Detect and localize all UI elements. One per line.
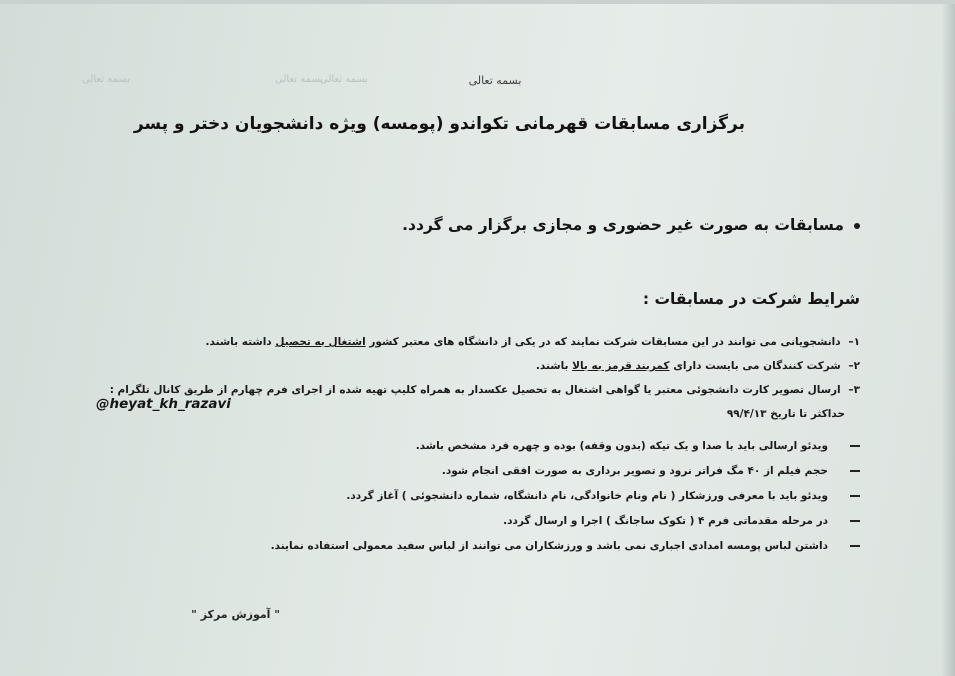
item-text: دانشجویانی می توانند در این مسابقات شرکت نمایند که در یکی از دانشگاه های معتبر کشور [369, 336, 841, 348]
condition-item-2 [536, 360, 860, 372]
bullet-text: مسابقات به صورت غیر حضوری و مجازی برگزار می گردد. [402, 216, 844, 234]
item-underlined-text: اشتغال به تحصیل [275, 336, 366, 348]
condition-item-1 [206, 336, 860, 348]
footer-signature: " آموزش مرکز " [191, 608, 280, 621]
dash-icon [850, 545, 860, 547]
item-number: ۲– [848, 360, 860, 372]
list-item [503, 515, 860, 527]
item-text: ارسال تصویر کارت دانشجوئی معتبر یا گواهی اشتغال به تحصیل عکسدار به همراه کلیپ تهیه شده از اجرای فرم چهارم از طریق کانال تلگرام : [109, 384, 841, 396]
list-item [442, 465, 860, 477]
ghost-header-text: بسمه تعالی [275, 74, 324, 85]
list-item [346, 490, 860, 502]
deadline-line: حداکثر تا تاریخ ۹۹/۴/۱۳ [726, 408, 845, 420]
list-item-text: ویدئو ارسالی باید با صدا و یک تیکه (بدون وقفه) بوده و چهره فرد مشخص باشد. [415, 440, 828, 452]
ghost-header-text: بسمه تعالی [320, 74, 369, 85]
document-page [0, 4, 955, 676]
item-number: ۳– [848, 384, 860, 396]
condition-item-3 [110, 384, 860, 396]
dash-icon [850, 445, 860, 447]
item-text-end: باشند. [535, 360, 569, 372]
list-item-text: در مرحله مقدماتی فرم ۴ ( تکوک ساجانگ ) اجرا و ارسال گردد. [503, 515, 828, 527]
section-title: شرایط شرکت در مسابقات : [642, 290, 860, 308]
bullet-line [402, 216, 860, 234]
item-text: شرکت کنندگان می بایست دارای [673, 360, 841, 372]
item-text-end: داشته باشند. [205, 336, 272, 348]
item-number: ۱– [848, 336, 860, 348]
list-item-text: ویدئو باید با معرفی ورزشکار ( نام ونام خانوادگی، نام دانشگاه، شماره دانشجوئی ) آغاز گردد. [346, 490, 828, 502]
dash-icon [850, 520, 860, 522]
list-item [416, 440, 860, 452]
telegram-channel: @heyat_kh_razavi [96, 396, 231, 412]
basmala-header: بسمه تعالی [468, 74, 522, 87]
document-title: برگزاری مسابقات قهرمانی تکواندو (پومسه) ویژه دانشجویان دختر و پسر [133, 114, 745, 134]
dash-icon [850, 470, 860, 472]
page-edge-shadow [941, 4, 955, 676]
list-item [271, 540, 860, 552]
dash-icon [850, 495, 860, 497]
bullet-dot-icon [854, 223, 860, 229]
item-underlined-text: کمربند قرمز به بالا [572, 360, 670, 372]
list-item-text: داشتن لباس پومسه امدادی اجباری نمی باشد و ورزشکاران می توانند از لباس سفید معمولی استفاده نمایند. [270, 540, 828, 552]
ghost-header-text: بسمه تعالی [82, 74, 131, 85]
list-item-text: حجم فیلم از ۴۰ مگ فراتر نرود و تصویر برداری به صورت افقی انجام شود. [441, 465, 828, 477]
